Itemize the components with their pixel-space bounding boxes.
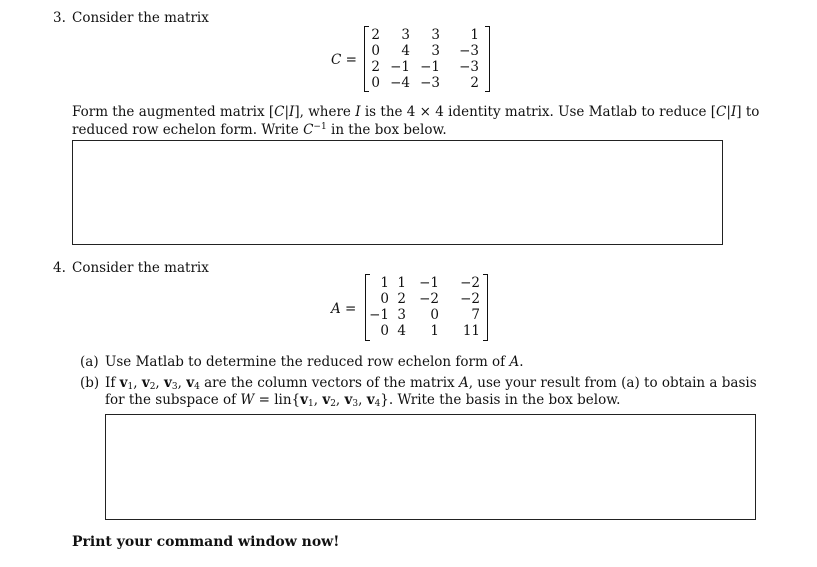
q3-intro: Consider the matrix (72, 10, 209, 26)
matrix-c-row (364, 43, 490, 59)
matrix-c-cell: −1 (390, 59, 410, 75)
matrix-a-cell: 0 (380, 291, 389, 307)
matrix-c-row (364, 59, 490, 75)
q4b-label: (b) (80, 375, 100, 391)
q4b-vector: v (164, 375, 172, 391)
q4b-line1: If $v_1$, $v_2$, $v_3$, $v_4$ are the column vectors of the matrix A, use your result from (a) to obtain a basis (105, 375, 757, 392)
q4b-vector: v (186, 375, 195, 391)
q4-answer-box[interactable] (105, 414, 756, 520)
q3-matrix-label: C = (331, 52, 357, 68)
matrix-a-cell: 11 (462, 323, 480, 339)
matrix-c-cell: 1 (470, 27, 479, 43)
q3-instruction-line2 (72, 122, 447, 138)
matrix-c (364, 26, 490, 92)
matrix-c-cell: 4 (401, 43, 410, 59)
q4b-text: = lin{ (258, 392, 301, 408)
matrix-c-cell: 3 (401, 27, 410, 43)
q3-answer-box[interactable] (72, 140, 723, 245)
matrix-a-cell: 0 (380, 323, 389, 339)
q4b-var-w: W (240, 392, 255, 408)
q4b-text: If (105, 375, 116, 391)
q4b-vector: v (141, 375, 150, 391)
q3-text: ], where (294, 104, 351, 120)
q3-number: 3. (53, 10, 66, 26)
matrix-c-cell: 2 (371, 59, 380, 75)
matrix-c-cell: −4 (390, 75, 410, 91)
q3-instruction-line1 (72, 104, 759, 120)
matrix-a (365, 274, 488, 341)
matrix-c-cell: 0 (371, 43, 380, 59)
q4a-period: . (519, 354, 524, 370)
q4-matrix-label: A = (331, 301, 357, 317)
q4b-vector: v (322, 392, 331, 408)
matrix-a-cell: −1 (419, 275, 439, 291)
q3-var-c: C (274, 104, 285, 120)
q4-intro: Consider the matrix (72, 260, 209, 276)
q4b-line2: for the subspace of $W = lin\{v_1$, $v_2$, $v_3$, $v_4$}. Write the basis in the box below. (105, 392, 621, 409)
print-instruction: Print your command window now! (72, 534, 340, 550)
matrix-c-cell: 3 (431, 27, 440, 43)
matrix-a-cell: −1 (369, 307, 389, 323)
q4b-vector: v (344, 392, 353, 408)
q3-text: Form the augmented matrix [ (72, 104, 275, 120)
matrix-a-cell: 3 (397, 307, 406, 323)
matrix-a-cell: −2 (460, 291, 480, 307)
q3-text: in the box below. (331, 122, 447, 138)
q4b-vector: v (366, 392, 375, 408)
q4b-subscript: 1 (308, 399, 314, 409)
matrix-a-cell: 1 (397, 275, 406, 291)
q3-var-i: I (730, 104, 737, 120)
matrix-c-cell: 0 (371, 75, 380, 91)
q3-var-c: C (716, 104, 727, 120)
matrix-a-row (365, 291, 488, 307)
matrix-a-cell: 0 (430, 307, 439, 323)
q3-bar: | (726, 104, 731, 120)
matrix-a-row (365, 275, 488, 291)
q4b-subscript: 2 (149, 382, 156, 392)
matrix-c-cell: −3 (459, 43, 479, 59)
matrix-c-row (364, 27, 490, 43)
matrix-a-cell: 1 (380, 275, 389, 291)
q4a-var-a: A (509, 354, 520, 370)
q4a-sentence: Use Matlab to determine the reduced row echelon form of (105, 354, 506, 370)
q3-var-i: I (289, 104, 295, 120)
q4b-text: , use your result from (a) to obtain a basis (468, 375, 757, 391)
q4a-text (105, 354, 524, 370)
q4b-vector: v (119, 375, 128, 391)
q4-number: 4. (53, 260, 66, 276)
q3-inverse-exponent: −1 (313, 122, 327, 132)
matrix-c-cell: 2 (470, 75, 479, 91)
matrix-a-row (365, 307, 488, 323)
matrix-a-cell: −2 (419, 291, 439, 307)
q4b-subscript: 3 (171, 382, 178, 392)
q4b-subscript: 2 (330, 399, 336, 409)
matrix-c-cell: −3 (420, 75, 440, 91)
q4b-subscript: 1 (127, 382, 134, 392)
q4b-subscript: 4 (194, 382, 200, 392)
q4b-subscript: 4 (374, 399, 381, 409)
matrix-a-row (365, 323, 488, 339)
matrix-c-cell: −1 (420, 59, 440, 75)
q4b-subscript: 3 (352, 399, 359, 409)
matrix-a-cell: 2 (397, 291, 406, 307)
q4b-vector: v (300, 392, 308, 408)
q3-var-c-inverse: C (303, 122, 314, 138)
matrix-a-cell: 1 (430, 323, 439, 339)
matrix-a-cell: 7 (471, 307, 480, 323)
q4b-text: for the subspace of (105, 392, 237, 408)
matrix-c-cell: 2 (371, 27, 380, 43)
matrix-a-cell: −2 (460, 275, 480, 291)
matrix-c-cell: 3 (431, 43, 440, 59)
q3-text: reduced row echelon form. Write (72, 122, 299, 138)
q4b-var-a: A (458, 375, 469, 391)
q3-bar: | (284, 104, 290, 120)
q4b-text: }. Write the basis in the box below. (380, 392, 621, 408)
q3-var-i: I (355, 104, 361, 120)
q3-text: is the 4 × 4 identity matrix. Use Matlab to reduce [ (364, 104, 717, 120)
q3-text: ] to (736, 104, 760, 120)
matrix-c-cell: −3 (459, 59, 479, 75)
matrix-a-cell: 4 (397, 323, 406, 339)
q4a-label: (a) (80, 354, 99, 370)
q4b-text: are the column vectors of the matrix (204, 375, 455, 391)
matrix-c-row (364, 75, 490, 91)
